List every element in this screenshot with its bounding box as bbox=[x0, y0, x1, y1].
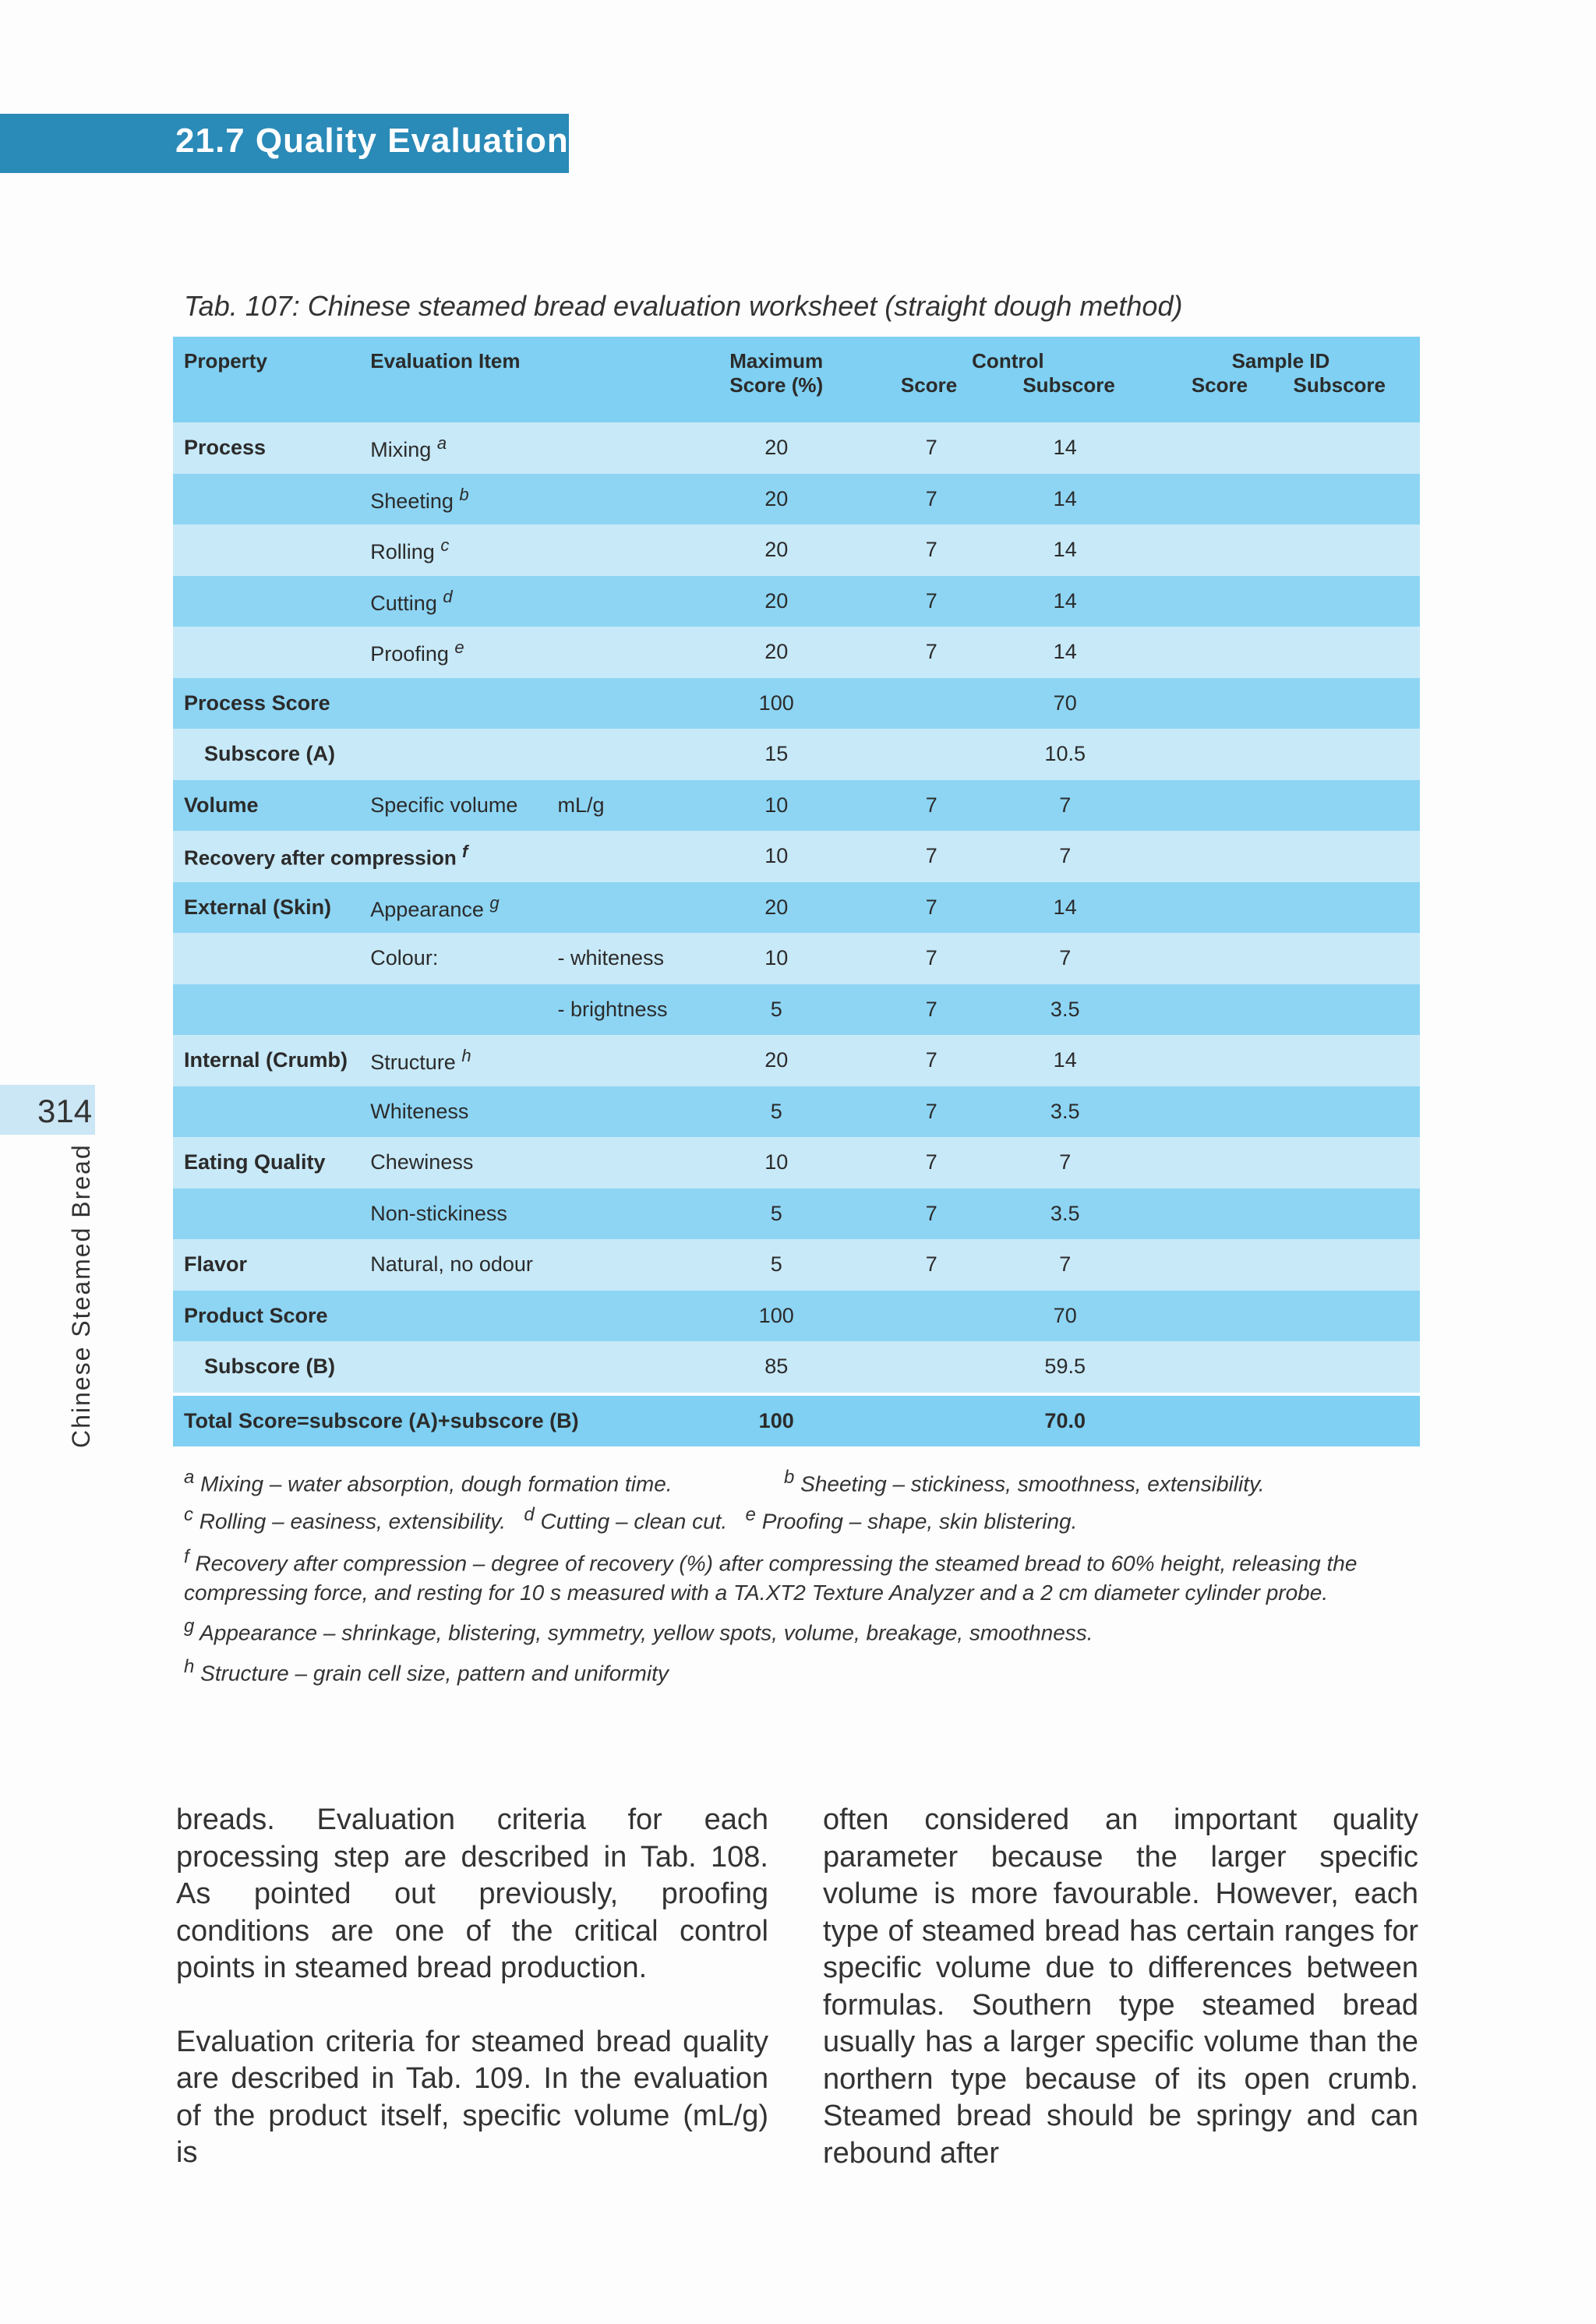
table-row bbox=[173, 627, 1420, 678]
cell-sample bbox=[1142, 1188, 1420, 1240]
cell-property: Flavor bbox=[173, 1239, 359, 1291]
cell-score bbox=[874, 729, 989, 780]
body-column-right bbox=[823, 1802, 1418, 2209]
cell-max: 10 bbox=[679, 1137, 874, 1188]
cell-item: Whiteness bbox=[359, 1086, 678, 1138]
cell-score bbox=[874, 1394, 989, 1447]
cell-subscore: 7 bbox=[989, 831, 1142, 882]
header-maximum-score bbox=[679, 337, 874, 422]
cell-max: 20 bbox=[679, 576, 874, 627]
cell-sample bbox=[1142, 780, 1420, 832]
cell-property bbox=[173, 474, 359, 525]
cell-unit: mL/g bbox=[546, 780, 678, 832]
cell-max: 10 bbox=[679, 780, 874, 832]
table-row bbox=[173, 729, 1420, 780]
evaluation-worksheet-table bbox=[173, 337, 1420, 1446]
header-control bbox=[874, 337, 1142, 422]
cell-subscore: 3.5 bbox=[989, 1188, 1142, 1240]
cell-item: Rolling $^c$ bbox=[359, 524, 678, 576]
table-row bbox=[173, 1035, 1420, 1086]
cell-property: Total Score=subscore (A)+subscore (B) bbox=[173, 1394, 679, 1447]
table-header-row bbox=[173, 337, 1420, 422]
cell-item: Structure $^h$ bbox=[359, 1035, 678, 1086]
cell-sample bbox=[1142, 678, 1420, 729]
cell-subscore: 70.0 bbox=[989, 1394, 1142, 1447]
cell-subscore: 70 bbox=[989, 1291, 1142, 1342]
table-row bbox=[173, 1239, 1420, 1291]
cell-subscore: 10.5 bbox=[989, 729, 1142, 780]
cell-property: Recovery after compression $^f$ bbox=[173, 831, 679, 882]
cell-score: 7 bbox=[874, 1137, 989, 1188]
cell-sample bbox=[1142, 524, 1420, 576]
cell-property: Product Score bbox=[173, 1291, 679, 1342]
table-row bbox=[173, 524, 1420, 576]
header-sample-label: Sample ID bbox=[1231, 349, 1330, 373]
table-row bbox=[173, 984, 1420, 1036]
cell-subscore: 14 bbox=[989, 576, 1142, 627]
page-number-tab bbox=[0, 1085, 95, 1135]
cell-sample bbox=[1142, 933, 1420, 984]
header-evaluation-item: Evaluation Item bbox=[359, 337, 678, 422]
cell-score: 7 bbox=[874, 1188, 989, 1240]
header-sample-score: Score bbox=[1191, 373, 1248, 397]
cell-detail: - brightness bbox=[546, 984, 678, 1036]
cell-property: External (Skin) bbox=[173, 882, 359, 934]
cell-sample bbox=[1142, 1086, 1420, 1138]
cell-property: Eating Quality bbox=[173, 1137, 359, 1188]
header-control-score: Score bbox=[900, 373, 958, 397]
cell-item: Appearance $^g$ bbox=[359, 882, 678, 934]
footnote-line: $^g$ Appearance – shrinkage, blistering, symmetry, yellow spots, volume, breakage, smoothness. bbox=[184, 1615, 1093, 1645]
cell-score: 7 bbox=[874, 1035, 989, 1086]
header-control-label: Control bbox=[972, 349, 1044, 373]
footnote-line: $^f$ Recovery after compression – degree of recovery (%) after compressing the steamed bread to 60% height, releasing the compressing force, and resting for 10 s measured with a TA.XT2 Texture Analyzer and a 2 cm diameter cylinder probe. bbox=[184, 1545, 1358, 1605]
cell-property bbox=[173, 933, 359, 984]
cell-sample bbox=[1142, 576, 1420, 627]
cell-score: 7 bbox=[874, 524, 989, 576]
cell-sample bbox=[1142, 1035, 1420, 1086]
cell-sample bbox=[1142, 831, 1420, 882]
section-heading-bar bbox=[0, 114, 569, 173]
header-sample-subscore: Subscore bbox=[1293, 373, 1386, 397]
header-sample-id bbox=[1142, 337, 1420, 422]
cell-subscore: 59.5 bbox=[989, 1341, 1142, 1394]
cell-property bbox=[173, 1188, 359, 1240]
cell-subscore: 7 bbox=[989, 1137, 1142, 1188]
cell-max: 20 bbox=[679, 474, 874, 525]
cell-score: 7 bbox=[874, 984, 989, 1036]
footnote-line: $^c$ Rolling – easiness, extensibility. $^d$ Cutting – clean cut. $^e$ Proofing – shape, skin blistering. bbox=[184, 1504, 1078, 1534]
cell-property: Volume bbox=[173, 780, 359, 832]
table-row bbox=[173, 422, 1420, 474]
cell-max: 10 bbox=[679, 831, 874, 882]
cell-sample bbox=[1142, 1239, 1420, 1291]
cell-detail: - whiteness bbox=[546, 933, 678, 984]
cell-subscore: 14 bbox=[989, 422, 1142, 474]
body-column-left bbox=[176, 1802, 768, 2209]
table-row bbox=[173, 1086, 1420, 1138]
cell-subscore: 7 bbox=[989, 780, 1142, 832]
cell-max: 5 bbox=[679, 1239, 874, 1291]
cell-subscore: 7 bbox=[989, 1239, 1142, 1291]
running-title: Chinese Steamed Bread bbox=[67, 1143, 95, 1448]
cell-item: Mixing $^a$ bbox=[359, 422, 678, 474]
cell-sample bbox=[1142, 984, 1420, 1036]
table-row bbox=[173, 1341, 1420, 1394]
cell-max: 100 bbox=[679, 1291, 874, 1342]
cell-sample bbox=[1142, 422, 1420, 474]
cell-item: Chewiness bbox=[359, 1137, 678, 1188]
cell-max: 100 bbox=[679, 1394, 874, 1447]
cell-score: 7 bbox=[874, 576, 989, 627]
body-paragraph: Evaluation criteria for steamed bread quality are described in Tab. 109. In the evaluation of the product itself, specific volume (mL/g) is bbox=[176, 2025, 768, 2169]
header-max-line1: Maximum bbox=[729, 349, 824, 373]
cell-max: 15 bbox=[679, 729, 874, 780]
cell-item: Colour: bbox=[359, 933, 546, 984]
table-row bbox=[173, 678, 1420, 729]
cell-max: 5 bbox=[679, 1188, 874, 1240]
table-row bbox=[173, 1188, 1420, 1240]
body-paragraph: breads. Evaluation criteria for each processing step are described in Tab. 108. As pointed out previously, proofing conditions are one of the critical control points in steamed bread production. bbox=[176, 1803, 768, 1984]
table-row bbox=[173, 831, 1420, 882]
footnote-line: $^a$ Mixing – water absorption, dough formation time. $^b$ Sheeting – stickiness, smoothness, extensibility. bbox=[184, 1467, 1265, 1496]
cell-score: 7 bbox=[874, 474, 989, 525]
cell-item bbox=[359, 984, 546, 1036]
cell-score: 7 bbox=[874, 1239, 989, 1291]
cell-score bbox=[874, 678, 989, 729]
cell-subscore: 14 bbox=[989, 1035, 1142, 1086]
cell-score: 7 bbox=[874, 831, 989, 882]
table-row bbox=[173, 933, 1420, 984]
cell-subscore: 14 bbox=[989, 627, 1142, 678]
cell-subscore: 7 bbox=[989, 933, 1142, 984]
cell-subscore: 14 bbox=[989, 882, 1142, 934]
total-row bbox=[173, 1394, 1420, 1447]
cell-max: 100 bbox=[679, 678, 874, 729]
cell-max: 5 bbox=[679, 984, 874, 1036]
cell-sample bbox=[1142, 1137, 1420, 1188]
cell-item: Sheeting $^b$ bbox=[359, 474, 678, 525]
cell-sample bbox=[1142, 1394, 1420, 1447]
cell-max: 5 bbox=[679, 1086, 874, 1138]
cell-subscore: 70 bbox=[989, 678, 1142, 729]
cell-subscore: 3.5 bbox=[989, 984, 1142, 1036]
cell-sample bbox=[1142, 627, 1420, 678]
cell-sample bbox=[1142, 474, 1420, 525]
cell-property: Subscore (B) bbox=[173, 1341, 679, 1394]
header-max-line2: Score (%) bbox=[729, 373, 824, 397]
cell-subscore: 3.5 bbox=[989, 1086, 1142, 1138]
cell-score: 7 bbox=[874, 780, 989, 832]
cell-item: Proofing $^e$ bbox=[359, 627, 678, 678]
table-row bbox=[173, 1137, 1420, 1188]
cell-max: 85 bbox=[679, 1341, 874, 1394]
footnote-line: $^h$ Structure – grain cell size, pattern and uniformity bbox=[184, 1656, 669, 1686]
cell-max: 20 bbox=[679, 627, 874, 678]
cell-item: Natural, no odour bbox=[359, 1239, 678, 1291]
cell-property bbox=[173, 1086, 359, 1138]
cell-property: Internal (Crumb) bbox=[173, 1035, 359, 1086]
cell-property: Subscore (A) bbox=[173, 729, 679, 780]
cell-score: 7 bbox=[874, 422, 989, 474]
body-paragraph: often considered an important quality parameter because the larger specific volume is more favourable. However, each type of steamed bread has certain ranges for specific volume due to differences between formulas. Southern type steamed bread usually has a larger specific volume than the northern type because of its open crumb. Steamed bread should be springy and can rebound after bbox=[823, 1803, 1418, 2170]
cell-max: 20 bbox=[679, 882, 874, 934]
table-caption: Tab. 107: Chinese steamed bread evaluation worksheet (straight dough method) bbox=[184, 290, 1183, 322]
cell-score: 7 bbox=[874, 1086, 989, 1138]
cell-max: 20 bbox=[679, 524, 874, 576]
table-footnotes bbox=[184, 1462, 1423, 1690]
cell-score: 7 bbox=[874, 627, 989, 678]
cell-property bbox=[173, 576, 359, 627]
cell-score: 7 bbox=[874, 882, 989, 934]
cell-sample bbox=[1142, 1341, 1420, 1394]
cell-property: Process Score bbox=[173, 678, 679, 729]
cell-subscore: 14 bbox=[989, 524, 1142, 576]
cell-property bbox=[173, 627, 359, 678]
cell-item: Non-stickiness bbox=[359, 1188, 678, 1240]
table-row bbox=[173, 882, 1420, 934]
table-row bbox=[173, 1291, 1420, 1342]
cell-max: 20 bbox=[679, 1035, 874, 1086]
cell-property bbox=[173, 984, 359, 1036]
cell-score bbox=[874, 1341, 989, 1394]
cell-item: Cutting $^d$ bbox=[359, 576, 678, 627]
table-row bbox=[173, 780, 1420, 832]
cell-sample bbox=[1142, 1291, 1420, 1342]
cell-sample bbox=[1142, 729, 1420, 780]
cell-score: 7 bbox=[874, 933, 989, 984]
cell-sample bbox=[1142, 882, 1420, 934]
table-row bbox=[173, 474, 1420, 525]
cell-item: Specific volume bbox=[359, 780, 546, 832]
header-control-subscore: Subscore bbox=[1022, 373, 1115, 397]
table-row bbox=[173, 576, 1420, 627]
cell-property: Process bbox=[173, 422, 359, 474]
cell-score bbox=[874, 1291, 989, 1342]
cell-max: 20 bbox=[679, 422, 874, 474]
cell-subscore: 14 bbox=[989, 474, 1142, 525]
section-title: 21.7 Quality Evaluation bbox=[175, 122, 569, 160]
header-property: Property bbox=[173, 337, 359, 422]
cell-property bbox=[173, 524, 359, 576]
page-number: 314 bbox=[37, 1093, 93, 1129]
cell-max: 10 bbox=[679, 933, 874, 984]
